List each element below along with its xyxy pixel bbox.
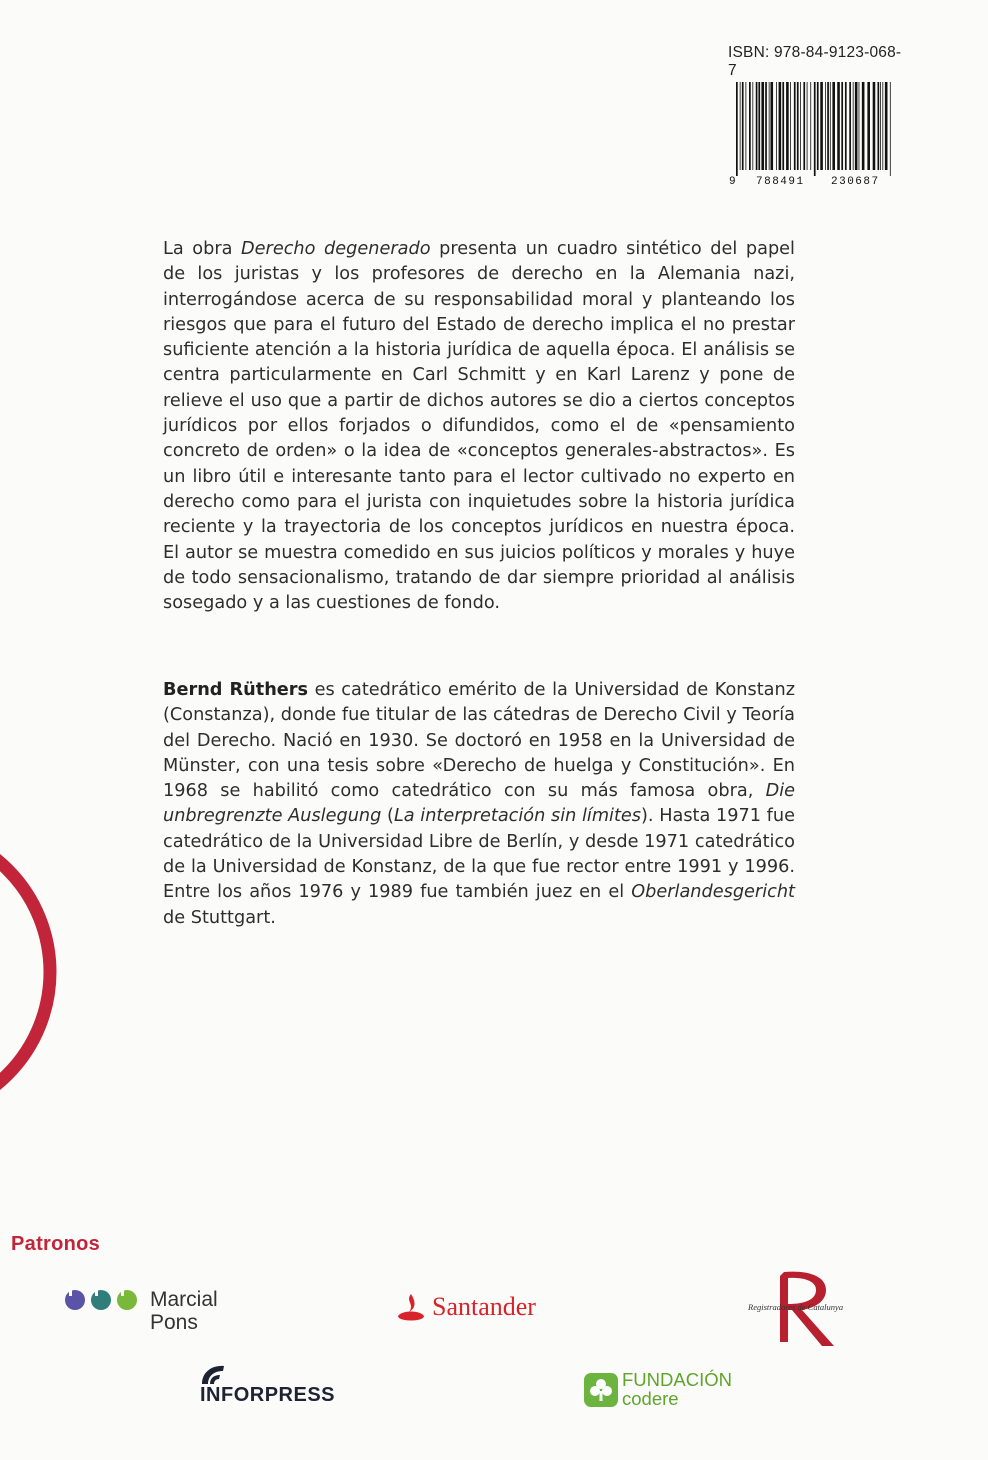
barcode-digits-left: 788491	[756, 176, 805, 188]
bio-text-2: (	[381, 806, 394, 827]
barcode-icon	[724, 82, 902, 188]
patronos-heading: Patronos	[11, 1233, 101, 1255]
author-bio-paragraph	[163, 678, 795, 931]
fundacion-codere-logo	[584, 1370, 754, 1410]
fundacion-codere-name: FUNDACIÓN codere	[622, 1369, 732, 1409]
codere-clover-icon	[584, 1373, 618, 1407]
synopsis-text-1: La obra	[163, 239, 242, 259]
marcial-pons-logo	[64, 1285, 244, 1335]
inforpress-name: INFORPRESS	[200, 1384, 336, 1406]
santander-name: Santander	[432, 1292, 536, 1321]
registradores-logo	[748, 1270, 898, 1350]
work-title: Die unbregrenzte Auslegung	[163, 781, 795, 827]
isbn-barcode	[724, 44, 902, 188]
marcial-pons-name: Marcial Pons	[150, 1288, 218, 1334]
bio-text-4: de Stuttgart.	[163, 907, 276, 928]
marcial-pons-dots-icon	[64, 1285, 144, 1315]
book-title: Derecho degenerado	[241, 239, 431, 259]
registradores-name: Registradores de Catalunya	[748, 1302, 844, 1312]
isbn-label: ISBN: 978-84-9123-068-7	[728, 44, 902, 79]
santander-logo	[396, 1290, 586, 1330]
work-title-translation: La interpretación sin límites	[393, 806, 642, 827]
santander-flame-icon	[396, 1292, 426, 1326]
synopsis-paragraph	[163, 237, 795, 616]
inforpress-logo	[196, 1362, 366, 1412]
author-name: Bernd Rüthers	[163, 680, 309, 700]
barcode-digits-right: 230687	[831, 176, 880, 188]
bio-text-1: es catedrático emérito de la Universidad de Konstanz (Constanza), donde fue titular de las cátedras de Derecho Civil y Teoría del Derecho. Nació en 1930. Se doctoró en 1958 en la Universidad de Münster, con una tesis sobre «Derecho de huelga y Constitución». En 1968 se habilitó como catedrático con su más famosa obra,	[163, 680, 795, 802]
court-name: Oberlandesgericht	[631, 882, 795, 903]
bio-text-3: ). Hasta 1971 fue catedrático de la Universidad Libre de Berlín, y desde 1971 catedrático de la Universidad de Konstanz, de la que fue rector entre 1991 y 1996. Entre los años 1976 y 1989 fue también juez en el	[163, 806, 795, 903]
decorative-red-arc	[0, 830, 70, 1115]
barcode-digit-first: 9	[729, 176, 736, 188]
synopsis-text-2: presenta un cuadro sintético del papel de los juristas y los profesores de derecho en la Alemania nazi, interrogándose acerca de su responsabilidad moral y planteando los riesgos que para el futuro del Estado de derecho implica el no prestar suficiente atención a la historia jurídica de aquella época. El análisis se centra particularmente en Carl Schmitt y en Karl Larenz y pone de relieve el uso que a partir de dichos autores se dio a ciertos conceptos jurídicos por ellos forjados o difundidos, como el de «pensamiento concreto de orden» o la idea de «conceptos generales-abstractos». Es un libro útil e interesante tanto para el lector cultivado no experto en derecho como para el jurista con inquietudes sobre la historia jurídica reciente y la trayectoria de los conceptos jurídicos en nuestra época. El autor se muestra comedido en sus juicios políticos y morales y huye de todo sensacionalismo, tratando de dar siempre prioridad al análisis sosegado y a las cuestiones de fondo.	[163, 239, 795, 614]
